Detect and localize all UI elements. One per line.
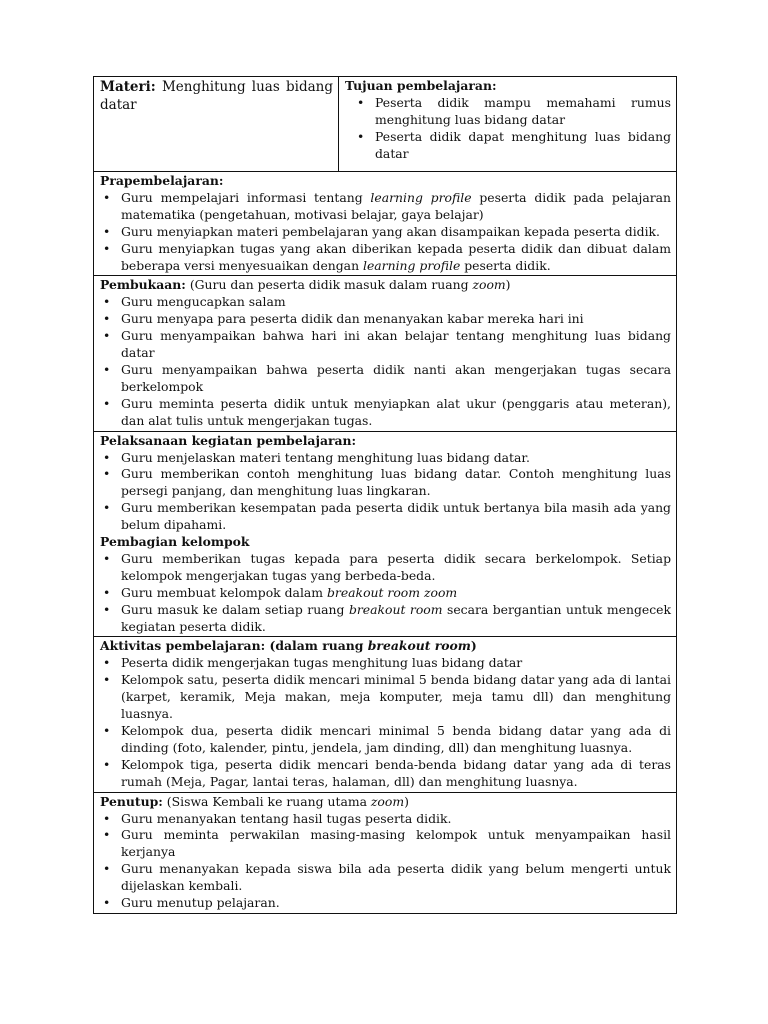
tujuan-cell <box>339 77 677 172</box>
pelaksanaan-heading: Pelaksanaan kegiatan pembelajaran: <box>100 432 357 448</box>
header-row <box>94 77 677 172</box>
penutup-list <box>100 811 671 912</box>
list-item: • Peserta didik mengerjakan tugas menghitung luas bidang datar <box>100 655 671 672</box>
lesson-plan-document <box>93 76 676 914</box>
list-item: • Guru memberikan tugas kepada para peserta didik secara berkelompok. Setiap kelompok mengerjakan tugas yang berbeda-beda. <box>100 551 671 585</box>
pelaksanaan-cell <box>94 431 677 637</box>
penutup-heading: Penutup: <box>100 793 163 809</box>
prapembelajaran-list <box>100 190 671 275</box>
penutup-row <box>94 792 677 913</box>
pembukaan-list <box>100 294 671 429</box>
list-item: • Guru menyapa para peserta didik dan menanyakan kabar mereka hari ini <box>100 311 671 328</box>
pembukaan-heading: Pembukaan: <box>100 277 186 293</box>
materi-label: Materi: <box>100 79 156 95</box>
list-item: • Guru mempelajari informasi tentang learning profile peserta didik pada pelajaran matematika (pengetahuan, motivasi belajar, gaya belajar) <box>100 190 671 224</box>
prapembelajaran-row <box>94 172 677 276</box>
list-item: • Guru menanyakan kepada siswa bila ada peserta didik yang belum mengerti untuk dijelaskan kembali. <box>100 861 671 895</box>
list-item: • Guru menyampaikan bahwa hari ini akan belajar tentang menghitung luas bidang datar <box>100 328 671 362</box>
list-item: • Guru menanyakan tentang hasil tugas peserta didik. <box>100 811 671 828</box>
list-item: • Guru mengucapkan salam <box>100 294 671 311</box>
pembukaan-cell <box>94 276 677 431</box>
list-item: • Guru menyampaikan bahwa peserta didik nanti akan mengerjakan tugas secara berkelompok <box>100 362 671 396</box>
list-item: • Guru memberikan contoh menghitung luas bidang datar. Contoh menghitung luas persegi panjang, dan menghitung luas lingkaran. <box>100 466 671 500</box>
list-item: • Guru memberikan kesempatan pada peserta didik untuk bertanya bila masih ada yang belum dipahami. <box>100 500 671 534</box>
list-item: • Peserta didik mampu memahami rumus menghitung luas bidang datar <box>345 95 671 129</box>
list-item: • Guru membuat kelompok dalam breakout room zoom <box>100 585 671 602</box>
list-item: • Peserta didik dapat menghitung luas bidang datar <box>345 129 671 163</box>
list-item: • Guru meminta peserta didik untuk menyiapkan alat ukur (penggaris atau meteran), dan alat tulis untuk mengerjakan tugas. <box>100 396 671 430</box>
list-item: • Kelompok dua, peserta didik mencari minimal 5 benda bidang datar yang ada di dinding (foto, kalender, pintu, jendela, jam dinding, dll) dan menghitung luasnya. <box>100 723 671 757</box>
materi-text <box>100 78 333 114</box>
list-item: • Guru meminta perwakilan masing-masing kelompok untuk menyampaikan hasil kerjanya <box>100 827 671 861</box>
pembukaan-row <box>94 276 677 431</box>
list-item: • Guru masuk ke dalam setiap ruang breakout room secara bergantian untuk mengecek kegiatan peserta didik. <box>100 602 671 636</box>
aktivitas-row <box>94 637 677 792</box>
pembagian-kelompok-list <box>100 551 671 636</box>
materi-cell <box>94 77 339 172</box>
aktivitas-heading: Aktivitas pembelajaran: (dalam ruang breakout room) <box>100 638 477 654</box>
list-item: • Guru menyiapkan materi pembelajaran yang akan disampaikan kepada peserta didik. <box>100 224 671 241</box>
prapembelajaran-heading: Prapembelajaran: <box>100 173 224 188</box>
penutup-cell <box>94 792 677 913</box>
penutup-heading-line: Penutup: (Siswa Kembali ke ruang utama zoom) <box>100 793 409 809</box>
aktivitas-list <box>100 655 671 790</box>
tujuan-list <box>345 95 671 163</box>
materi-value: Menghitung luas bidang datar <box>100 79 333 113</box>
prapembelajaran-cell <box>94 172 677 276</box>
pembagian-kelompok-heading: Pembagian kelompok <box>100 534 250 550</box>
lesson-plan-table <box>93 76 677 914</box>
aktivitas-cell <box>94 637 677 792</box>
list-item: • Guru menyiapkan tugas yang akan diberikan kepada peserta didik dan dibuat dalam beberapa versi menyesuaikan dengan learning profile peserta didik. <box>100 241 671 275</box>
pelaksanaan-list <box>100 450 671 535</box>
pelaksanaan-row <box>94 431 677 637</box>
tujuan-heading: Tujuan pembelajaran: <box>345 78 497 93</box>
pembukaan-heading-line: Pembukaan: (Guru dan peserta didik masuk dalam ruang zoom) <box>100 277 511 293</box>
list-item: • Guru menutup pelajaran. <box>100 895 671 912</box>
list-item: • Kelompok satu, peserta didik mencari minimal 5 benda bidang datar yang ada di lantai (karpet, keramik, Meja makan, meja komputer, meja tamu dll) dan menghitung luasnya. <box>100 672 671 723</box>
list-item: • Guru menjelaskan materi tentang menghitung luas bidang datar. <box>100 450 671 467</box>
list-item: • Kelompok tiga, peserta didik mencari benda-benda bidang datar yang ada di teras rumah (Meja, Pagar, lantai teras, halaman, dll) dan menghitung luasnya. <box>100 757 671 791</box>
